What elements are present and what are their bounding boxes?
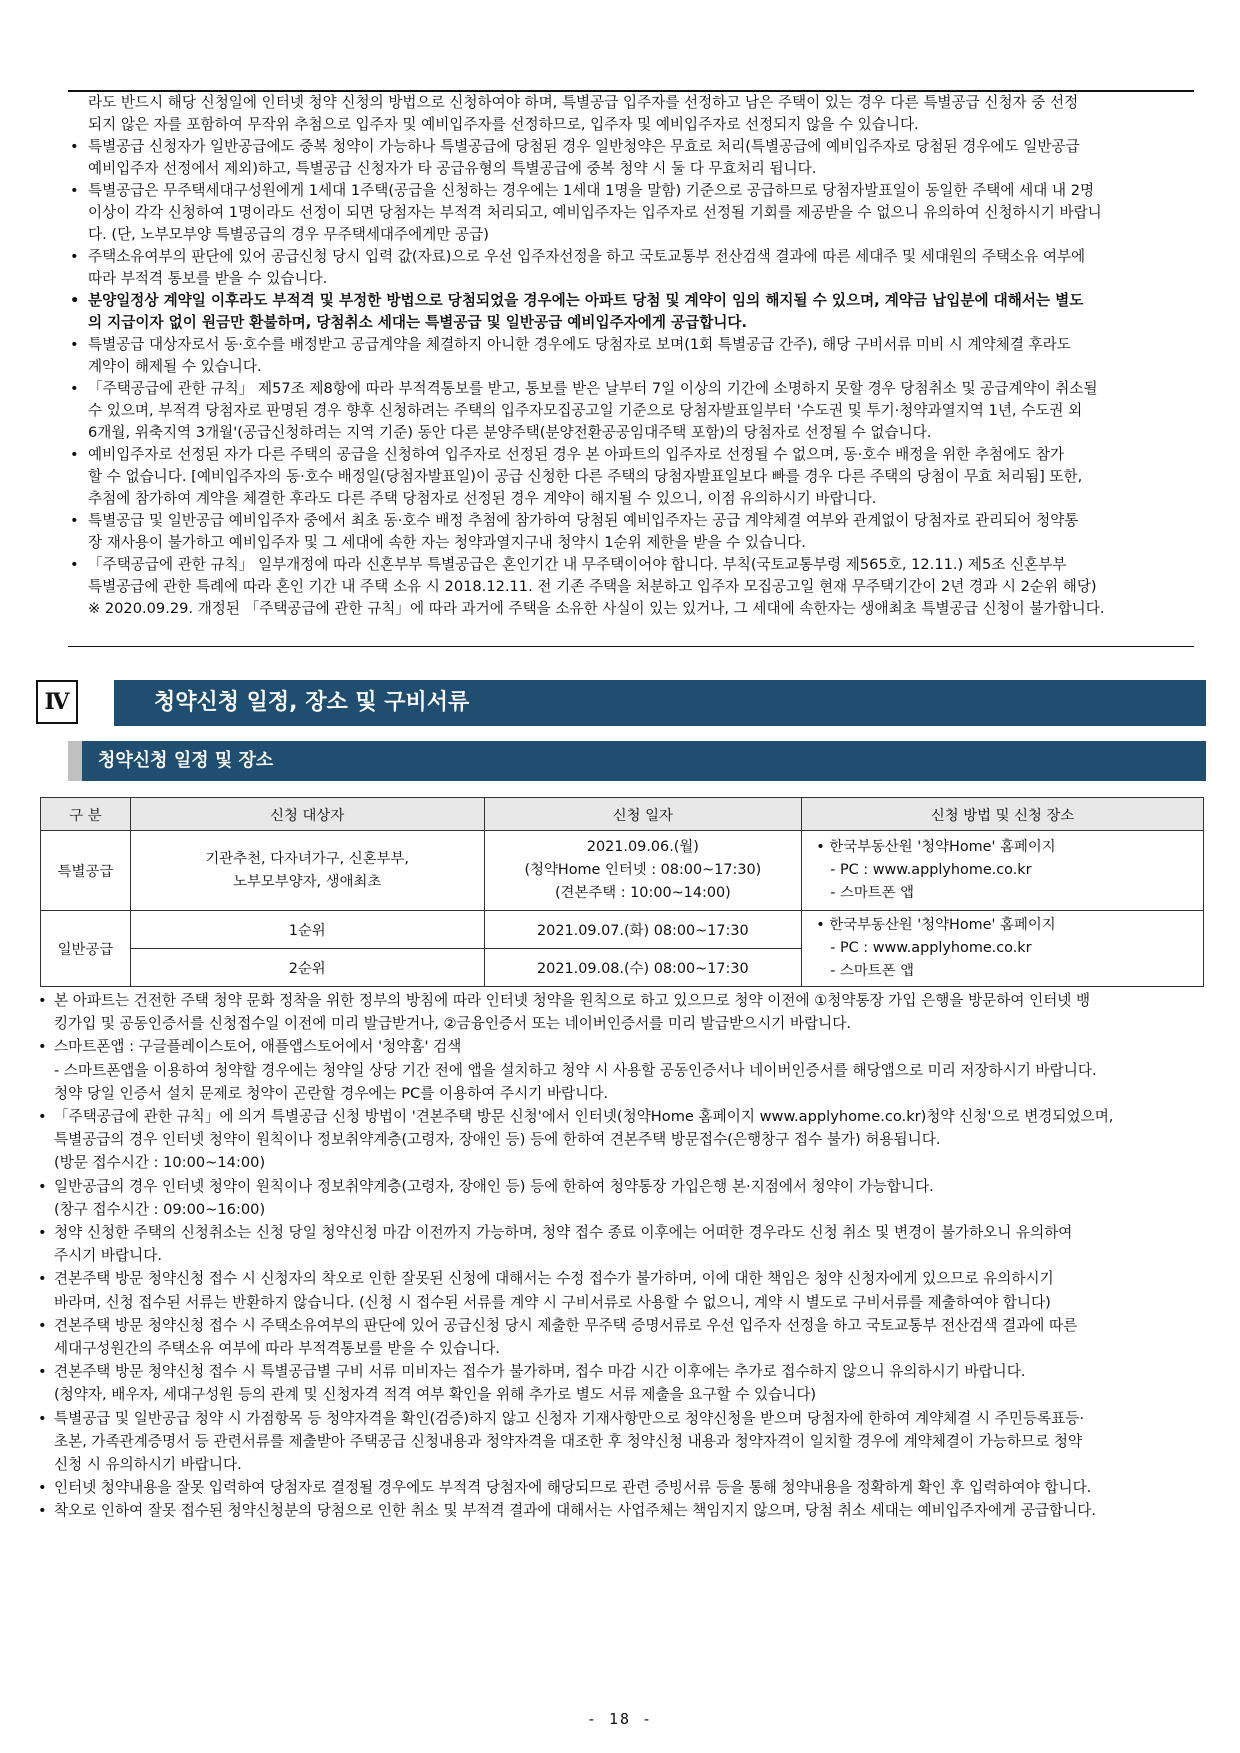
- section-number: Ⅳ: [36, 680, 78, 724]
- note-item: • 착오로 인하여 잘못 접수된 청약신청분의 당첨으로 인한 취소 및 부적격 결과에 대해서는 사업주체는 책임지지 않으며, 당첨 취소 세대는 예비입주자에게 공급합니다.: [36, 1499, 1212, 1522]
- note-item: • 「주택공급에 관한 규칙」에 의거 특별공급 신청 방법이 '견본주택 방문 신청'에서 인터넷(청약Home 홈페이지 www.applyhome.co.kr)청약 신청'으로 변경되었으며,: [36, 1105, 1212, 1128]
- general-target-1: 1순위: [130, 911, 484, 949]
- table-row-special: [41, 831, 1204, 911]
- notice-item: • 특별공급은 무주택세대구성원에게 1세대 1주택(공급을 신청하는 경우에는 1세대 1명을 말함) 기준으로 공급하므로 당첨자발표일이 동일한 주택에 세대 내 2명: [68, 180, 1194, 202]
- note-item: • 특별공급 및 일반공급 청약 시 가점항목 등 청약자격을 확인(검증)하지 않고 신청자 기재사항만으로 청약신청을 받으며 당첨자에 한하여 계약체결 시 주민등록표등·: [36, 1407, 1212, 1430]
- note-item-continued: - 스마트폰앱을 이용하여 청약할 경우에는 청약일 상당 기간 전에 앱을 설치하고 청약 시 사용할 공동인증서나 네이버인증서를 해당앱으로 미리 저장하시기 바랍니다.: [54, 1061, 1097, 1079]
- general-date-1: 2021.09.07.(화) 08:00~17:30: [484, 911, 802, 949]
- note-item-continued: 주시기 바랍니다.: [54, 1247, 162, 1265]
- general-label: 일반공급: [41, 911, 131, 987]
- special-method-line: - PC : www.applyhome.co.kr: [830, 862, 1032, 878]
- note-item-continued: 킹가입 및 공동인증서를 신청접수일 이전에 미리 발급받거나, ②금융인증서 또는 네이버인증서를 미리 발급받으시기 바랍니다.: [54, 1015, 852, 1033]
- note-item-continued: 신청 시 유의하시기 바랍니다.: [54, 1456, 242, 1474]
- notice-item-continued: 추첨에 참가하여 계약을 체결한 후라도 다른 주택 당첨자로 선정된 경우 계약이 해지될 수 있으니, 이점 유의하시기 바랍니다.: [88, 490, 877, 507]
- note-item-continued: 초본, 가족관계증명서 등 관련서류를 제출받아 주택공급 신청내용과 청약자격을 대조한 후 청약신청 내용과 청약자격이 일치할 경우에 계약체결이 가능하므로 청약: [54, 1432, 1083, 1450]
- notice-item: • 특별공급 대상자로서 동·호수를 배정받고 공급계약을 체결하지 아니한 경우에도 당첨자로 보며(1회 특별공급 간주), 해당 구비서류 미비 시 계약체결 후라도: [68, 334, 1194, 356]
- table-row-general-1: [41, 911, 1204, 949]
- note-item: • 견본주택 방문 청약신청 접수 시 신청자의 착오로 인한 잘못된 신청에 대해서는 수정 접수가 불가하며, 이에 대한 책임은 청약 신청자에게 있으므로 유의하시기: [36, 1267, 1212, 1290]
- note-item: • 견본주택 방문 청약신청 접수 시 특별공급별 구비 서류 미비자는 접수가 불가하며, 접수 마감 시간 이후에는 추가로 접수하지 않으니 유의하시기 바랍니다.: [36, 1360, 1212, 1383]
- note-item: • 일반공급의 경우 인터넷 청약이 원칙이나 정보취약계층(고령자, 장애인 등) 등에 한하여 청약통장 가입은행 본·지점에서 청약이 가능합니다.: [36, 1175, 1212, 1198]
- special-method-line: • 한국부동산원 '청약Home' 홈페이지: [816, 839, 1056, 855]
- note-item-continued: (청약자, 배우자, 세대구성원 등의 관계 및 신청자격 적격 여부 확인을 위해 추가로 별도 서류 제출을 요구할 수 있습니다): [54, 1386, 817, 1404]
- special-method: [802, 831, 1204, 911]
- notice-item-continued: 특별공급에 관한 특례에 따라 혼인 기간 내 주택 소유 시 2018.12.11. 전 기존 주택을 처분하고 입주자 모집공고일 현재 무주택기간이 2년 경과 시 2순위 해당): [88, 578, 1097, 595]
- note-item-continued: (방문 접수시간 : 10:00~14:00): [54, 1154, 266, 1172]
- note-item: • 청약 신청한 주택의 신청취소는 신청 당일 청약신청 마감 이전까지 가능하며, 청약 접수 종료 이후에는 어떠한 경우라도 신청 취소 및 변경이 불가하오니 유의하여: [36, 1221, 1212, 1244]
- subsection-title: 청약신청 일정 및 장소: [98, 750, 274, 771]
- notice-item: • 특별공급 신청자가 일반공급에도 중복 청약이 가능하나 특별공급에 당첨된 경우 일반청약은 무효로 처리(특별공급에 예비입주자로 당첨된 경우에도 일반공급: [68, 136, 1194, 158]
- note-item: • 본 아파트는 건전한 주택 청약 문화 정착을 위한 정부의 방침에 따라 인터넷 청약을 원칙으로 하고 있으므로 청약 이전에 ①청약통장 가입 은행을 방문하여 인터넷 뱅: [36, 989, 1212, 1012]
- note-item-continued: 특별공급의 경우 인터넷 청약이 원칙이나 정보취약계층(고령자, 장애인 등) 등에 한하여 견본주택 방문접수(은행창구 접수 불가) 허용됩니다.: [54, 1131, 941, 1149]
- header-date: 신청 일자: [484, 798, 802, 831]
- notice-item-continued: 계약이 해제될 수 있습니다.: [88, 358, 262, 375]
- section-title: 청약신청 일정, 장소 및 구비서류: [114, 680, 1206, 726]
- notes-list: [36, 989, 1212, 1523]
- general-method-line: - PC : www.applyhome.co.kr: [830, 940, 1032, 956]
- notice-item-continued: 예비입주자 선정에서 제외)하고, 특별공급 신청자가 타 공급유형의 특별공급에 중복 청약 시 둘 다 무효처리 됩니다.: [88, 160, 817, 177]
- special-target-line: 기관추천, 다자녀가구, 신혼부부,: [205, 850, 409, 867]
- notice-item-continued: 수 있으며, 부적격 당첨자로 판명된 경우 향후 신청하려는 주택의 입주자모집공고일 기준으로 당첨자발표일부터 '수도권 및 투기·청약과열지역 1년, 수도권 외: [88, 402, 1083, 419]
- special-label: 특별공급: [41, 831, 131, 911]
- special-date-line: (청약Home 인터넷 : 08:00~17:30): [524, 862, 762, 878]
- section-header: [36, 680, 1206, 726]
- notice-item-continued: 다. (단, 노부모부양 특별공급의 경우 무주택세대주에게만 공급): [88, 226, 489, 243]
- notice-item-continued: 라도 반드시 해당 신청일에 인터넷 청약 신청의 방법으로 신청하여야 하며, 특별공급 입주자를 선정하고 남은 주택이 있는 경우 다른 특별공급 신청자 중 선정: [88, 94, 1079, 111]
- special-dates: [484, 831, 802, 911]
- general-method-line: - 스마트폰 앱: [830, 963, 915, 979]
- general-target-2: 2순위: [130, 949, 484, 987]
- note-item: • 스마트폰앱 : 구글플레이스토어, 애플앱스토어에서 '청약홈' 검색: [36, 1035, 1212, 1058]
- notice-item: • 주택소유여부의 판단에 있어 공급신청 당시 입력 값(자료)으로 우선 입주자선정을 하고 국토교통부 전산검색 결과에 따른 세대주 및 세대원의 주택소유 여부에: [68, 246, 1194, 268]
- notice-item: • 「주택공급에 관한 규칙」 일부개정에 따라 신혼부부 특별공급은 혼인기간 내 무주택이어야 합니다. 부칙(국토교통부령 제565호, 12.11.) 제5조 신혼부부: [68, 554, 1194, 576]
- note-item-continued: 세대구성원간의 주택소유 여부에 따라 부적격통보를 받을 수 있습니다.: [54, 1340, 500, 1358]
- notice-item-continued: 따라 부적격 통보를 받을 수 있습니다.: [88, 270, 328, 287]
- notice-item: • 분양일정상 계약일 이후라도 부적격 및 부정한 방법으로 당첨되었을 경우에는 아파트 당첨 및 계약이 임의 해지될 수 있으며, 계약금 납입분에 대해서는 별도: [68, 290, 1194, 312]
- notice-item-continued: 되지 않은 자를 포함하여 무작위 추첨으로 입주자 및 예비입주자를 선정하므로, 입주자 및 예비입주자로 선정되지 않을 수 있습니다.: [88, 116, 919, 133]
- notice-list: [68, 92, 1194, 620]
- note-item: • 인터넷 청약내용을 잘못 입력하여 당첨자로 결정될 경우에도 부적격 당첨자에 해당되므로 관련 증빙서류 등을 통해 청약내용을 정확하게 확인 후 입력하여야 합니다.: [36, 1476, 1212, 1499]
- notice-item-continued: 6개월, 위축지역 3개월'(공급신청하려는 지역 기준) 동안 다른 분양주택(분양전환공공임대주택 포함)의 당첨자로 선정될 수 없습니다.: [88, 424, 932, 441]
- header-category: 구 분: [41, 798, 131, 831]
- special-target-line: 노부모부양자, 생애최초: [233, 873, 382, 890]
- notice-item: • 특별공급 및 일반공급 예비입주자 중에서 최초 동·호수 배정 추첨에 참가하여 당첨된 예비입주자는 공급 계약체결 여부와 관계없이 당첨자로 관리되어 청약통: [68, 510, 1194, 532]
- notice-item-continued: 이상이 각각 신청하여 1명이라도 선정이 되면 당첨자는 부적격 처리되고, 예비입주자는 입주자로 선정될 기회를 제공받을 수 없으니 유의하여 신청하시기 바랍니: [88, 204, 1102, 221]
- notice-item: • 예비입주자로 선정된 자가 다른 주택의 공급을 신청하여 입주자로 선정된 경우 본 아파트의 입주자로 선정될 수 없으며, 동·호수 배정을 위한 추첨에도 참가: [68, 444, 1194, 466]
- special-method-line: - 스마트폰 앱: [830, 885, 915, 901]
- note-item: • 견본주택 방문 청약신청 접수 시 주택소유여부의 판단에 있어 공급신청 당시 제출한 무주택 증명서류로 우선 입주자 선정을 하고 국토교통부 전산검색 결과에 따른: [36, 1314, 1212, 1337]
- header-method: 신청 방법 및 신청 장소: [802, 798, 1204, 831]
- note-item-continued: 바라며, 신청 접수된 서류는 반환하지 않습니다. (신청 시 접수된 서류를 계약 시 구비서류로 사용할 수 없으니, 계약 시 별도로 구비서류를 제출하여야 합니다): [54, 1293, 1051, 1311]
- header-target: 신청 대상자: [130, 798, 484, 831]
- subsection-header: [68, 741, 1206, 781]
- special-targets: [130, 831, 484, 911]
- schedule-table: [40, 797, 1204, 987]
- general-date-2: 2021.09.08.(수) 08:00~17:30: [484, 949, 802, 987]
- note-item-continued: (창구 접수시간 : 09:00~16:00): [54, 1200, 266, 1218]
- notice-box: [68, 90, 1194, 647]
- notice-item-continued: 할 수 없습니다. [예비입주자의 동·호수 배정일(당첨자발표일)이 공급 신청한 다른 주택의 당첨자발표일보다 빠를 경우 다른 주택의 당첨이 무효 처리됨] 또한,: [88, 468, 1083, 485]
- special-date-line: (견본주택 : 10:00~14:00): [554, 885, 731, 901]
- note-item-continued: 청약 당일 인증서 설치 문제로 청약이 곤란할 경우에는 PC를 이용하여 주시기 바랍니다.: [54, 1084, 608, 1102]
- table-header-row: [41, 798, 1204, 831]
- general-method: [802, 911, 1204, 987]
- page-number: - 18 -: [586, 1710, 654, 1728]
- general-method-line: • 한국부동산원 '청약Home' 홈페이지: [816, 917, 1056, 933]
- notice-item-continued: ※ 2020.09.29. 개정된 「주택공급에 관한 규칙」에 따라 과거에 주택을 소유한 사실이 있는 있거나, 그 세대에 속한자는 생애최초 특별공급 신청이 불가합니다.: [88, 600, 1105, 617]
- notice-item: • 「주택공급에 관한 규칙」 제57조 제8항에 따라 부적격통보를 받고, 통보를 받은 날부터 7일 이상의 기간에 소명하지 못할 경우 당첨취소 및 공급계약이 취소될: [68, 378, 1194, 400]
- special-date-line: 2021.09.06.(월): [586, 839, 699, 855]
- notice-item-continued: 의 지급이자 없이 원금만 환불하며, 당첨취소 세대는 특별공급 및 일반공급 예비입주자에게 공급합니다.: [88, 314, 748, 331]
- notice-item-continued: 장 재사용이 불가하고 예비입주자 및 그 세대에 속한 자는 청약과열지구내 청약시 1순위 제한을 받을 수 있습니다.: [88, 534, 806, 551]
